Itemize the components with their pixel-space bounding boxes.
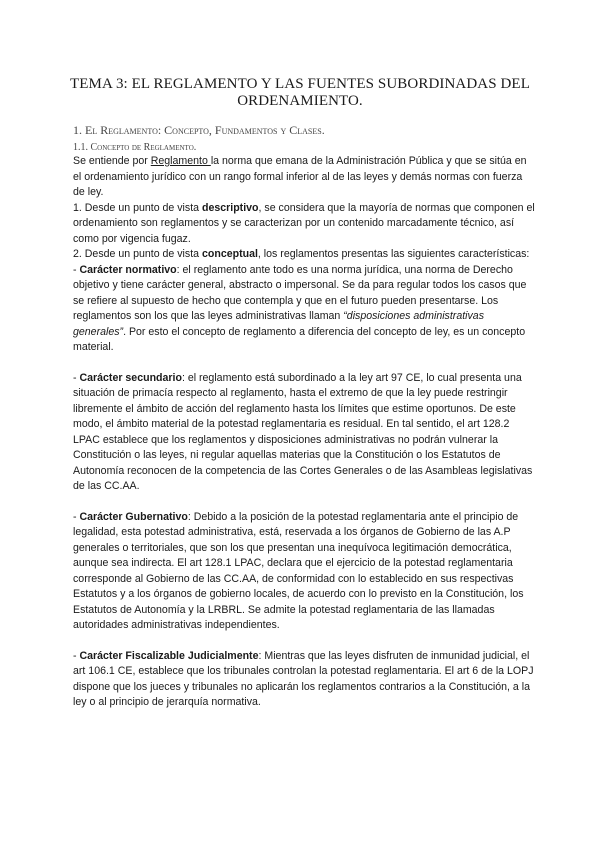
document-body bbox=[73, 154, 535, 711]
intro-paragraph bbox=[73, 154, 535, 201]
point-2-text-end: , los reglamentos presentas las siguientes características: bbox=[257, 248, 530, 260]
subsection-heading: 1.1. Concepto de Reglamento. bbox=[73, 142, 197, 153]
paragraph-gap bbox=[73, 356, 535, 371]
point-2-text-start: 2. Desde un punto de vista bbox=[73, 248, 202, 260]
characteristic-text: : Debido a la posición de la potestad reglamentaria ante el principio de legalidad, esta potestad administrativa, está, reservada a los órganos de Gobierno de las A.P generales o territoriales, que son los que presentan una inequívoca legitimación democrática, aunque sea indirecta. El art 128.1 LPAC, declara que el ejercicio de la potestad reglamentaria corresponde al Gobierno de las CC.AA, de conformidad con lo establecido en sus respectivas Estatutos y a los órganos de gobierno locales, de acuerdo con lo previsto en la Constitución, los Estatutos de Autonomía y la LRBRL. Se admite la potestad reglamentaria de las llamadas autoridades administrativas independientes. bbox=[73, 510, 524, 631]
list-dash: - bbox=[73, 371, 80, 384]
characteristic-text-end: . Por esto el concepto de reglamento a diferencia del concepto de ley, es un concepto material. bbox=[73, 325, 526, 353]
list-dash: - bbox=[73, 649, 80, 662]
characteristic-secundario bbox=[73, 371, 535, 495]
point-1-text-start: 1. Desde un punto de vista bbox=[73, 201, 202, 214]
characteristic-label: Carácter Fiscalizable Judicialmente bbox=[79, 649, 259, 662]
document-title: TEMA 3: EL REGLAMENTO Y LAS FUENTES SUBORDINADAS DEL ORDENAMIENTO. bbox=[70, 76, 530, 109]
characteristic-label: Carácter Gubernativo bbox=[79, 510, 188, 523]
section-heading: 1. El Reglamento: Concepto, Fundamentos y Clases. bbox=[73, 123, 325, 137]
characteristic-text: : Mientras que las leyes disfruten de inmunidad judicial, el art 106.1 CE, establece que los tribunales controlan la potestad reglamentaria. El art 6 de la LOPJ dispone que los jueces y tribunales no aplicarán los reglamentos contrarios a la Constitución, a la ley o al principio de jerarquía normativa. bbox=[73, 649, 534, 708]
list-dash: - bbox=[73, 510, 80, 523]
characteristic-fiscalizable bbox=[73, 649, 535, 711]
characteristic-label: Carácter normativo bbox=[79, 263, 177, 276]
characteristic-text: : el reglamento ante todo es una norma jurídica, una norma de Derecho objetivo y tiene carácter general, abstracto o impersonal. Se da para regular todos los casos que se refiere al supuesto de hecho que contempla y que en el futuro pueden presentarse. Los reglamentos son los que las leyes administrativas llaman bbox=[73, 263, 527, 322]
intro-text-end: la norma que emana de la Administración Pública y que se sitúa en el ordenamiento jurídico con un rango formal inferior al de las leyes y demás normas con fuerza de ley. bbox=[73, 155, 527, 198]
point-1-keyword: descriptivo bbox=[201, 201, 259, 214]
characteristic-normativo bbox=[73, 263, 535, 356]
characteristic-quote: “disposiciones administrativas generales” bbox=[73, 310, 485, 338]
intro-text-start: Se entiende por bbox=[73, 155, 151, 167]
point-1-paragraph bbox=[73, 201, 535, 248]
list-dash: - bbox=[73, 263, 80, 276]
point-2-keyword: conceptual bbox=[201, 248, 258, 260]
characteristic-label: Carácter secundario bbox=[79, 371, 182, 384]
point-2-paragraph bbox=[73, 247, 535, 263]
intro-term-reglamento: Reglamento bbox=[150, 155, 211, 167]
paragraph-gap bbox=[73, 495, 535, 510]
characteristic-text: : el reglamento está subordinado a la ley art 97 CE, lo cual presenta una situación de primacía respecto al reglamento, hasta el extremo de que la ley puede restringir libremente el ámbito de acción del reglamento hasta los límites que estime oportunos. De este modo, el ámbito material de la potestad reglamentaria es residual. En tal sentido, el art 128.2 LPAC establece que los reglamentos y disposiciones administrativas no podrán vulnerar la Constitución o las leyes, ni regular aquellas materias que la Constitución o los Estatutos de Autonomía reconocen de la competencia de las Cortes Generales o de las Asambleas legislativas de las CC.AA. bbox=[73, 371, 533, 492]
paragraph-gap bbox=[73, 634, 535, 649]
characteristic-gubernativo bbox=[73, 510, 535, 634]
point-1-text-end: , se considera que la mayoría de normas que componen el ordenamiento son reglamentos y se caracterizan por un contenido marcadamente técnico, así como por vigencia fugaz. bbox=[73, 201, 535, 245]
